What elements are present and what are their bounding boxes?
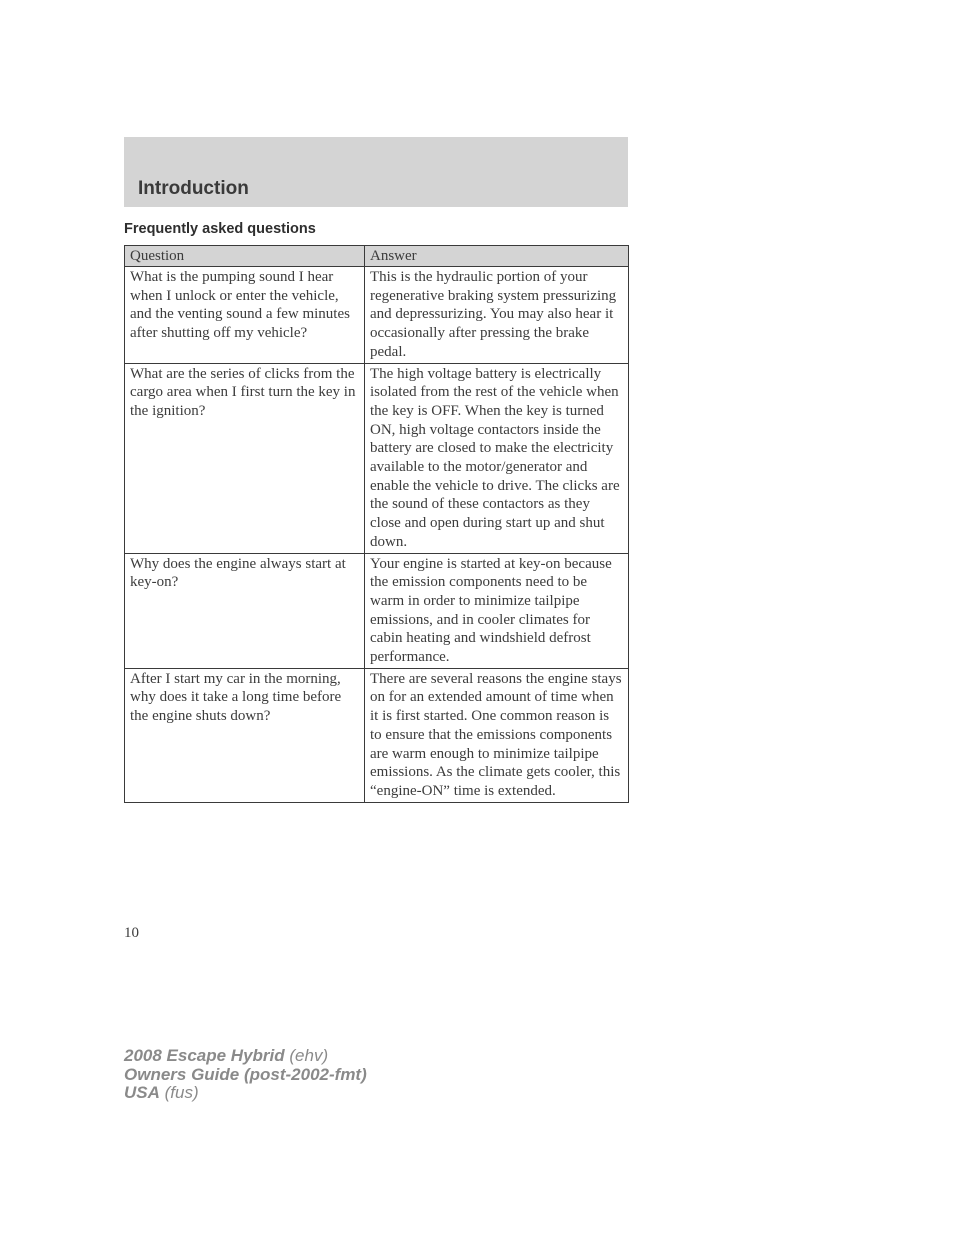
answer-cell: This is the hydraulic portion of your regenerative braking system pressurizing and depressurizing. You may also hear it occasionally after pressing the brake pedal. — [365, 267, 629, 364]
faq-row — [125, 363, 629, 553]
question-cell: After I start my car in the morning, why does it take a long time before the engine shuts down? — [125, 668, 365, 802]
faq-heading: Frequently asked questions — [124, 221, 316, 237]
question-cell: What are the series of clicks from the cargo area when I first turn the key in the ignition? — [125, 363, 365, 553]
footer-market-code: (fus) — [164, 1083, 199, 1102]
question-column-header: Question — [125, 246, 365, 267]
footer-line-guide — [124, 1066, 367, 1085]
document-footer — [124, 1047, 367, 1103]
answer-cell: The high voltage battery is electrically isolated from the rest of the vehicle when the key is OFF. When the key is turned ON, high voltage contactors inside the battery are closed to make the electricity available to the motor/generator and enable the vehicle to drive. The clicks are the sound of these contactors as they close and open during start up and shut down. — [365, 363, 629, 553]
footer-market-name: USA — [124, 1083, 160, 1102]
faq-row — [125, 267, 629, 364]
answer-cell: Your engine is started at key-on because the emission components need to be warm in order to minimize tailpipe emissions, and in cooler climates for cabin heating and windshield defrost performance. — [365, 553, 629, 668]
question-cell: Why does the engine always start at key-on? — [125, 553, 365, 668]
faq-table — [124, 245, 629, 803]
footer-model-code: (ehv) — [289, 1046, 329, 1065]
page-number: 10 — [124, 925, 139, 941]
footer-guide-name: Owners Guide (post-2002-fmt) — [124, 1064, 367, 1084]
answer-cell: There are several reasons the engine stays on for an extended amount of time when it is first started. One common reason is to ensure that the emissions components are warm enough to minimize tailpipe emissions. As the climate gets cooler, this “engine-ON” time is extended. — [365, 668, 629, 802]
faq-row — [125, 668, 629, 802]
footer-line-model — [124, 1047, 367, 1066]
footer-model-name: 2008 Escape Hybrid — [124, 1046, 285, 1065]
section-banner — [124, 137, 628, 207]
answer-column-header: Answer — [365, 246, 629, 267]
faq-header-row — [125, 246, 629, 267]
question-cell: What is the pumping sound I hear when I unlock or enter the vehicle, and the venting sound a few minutes after shutting off my vehicle? — [125, 267, 365, 364]
section-title: Introduction — [138, 178, 249, 199]
faq-row — [125, 553, 629, 668]
footer-line-market — [124, 1084, 367, 1103]
